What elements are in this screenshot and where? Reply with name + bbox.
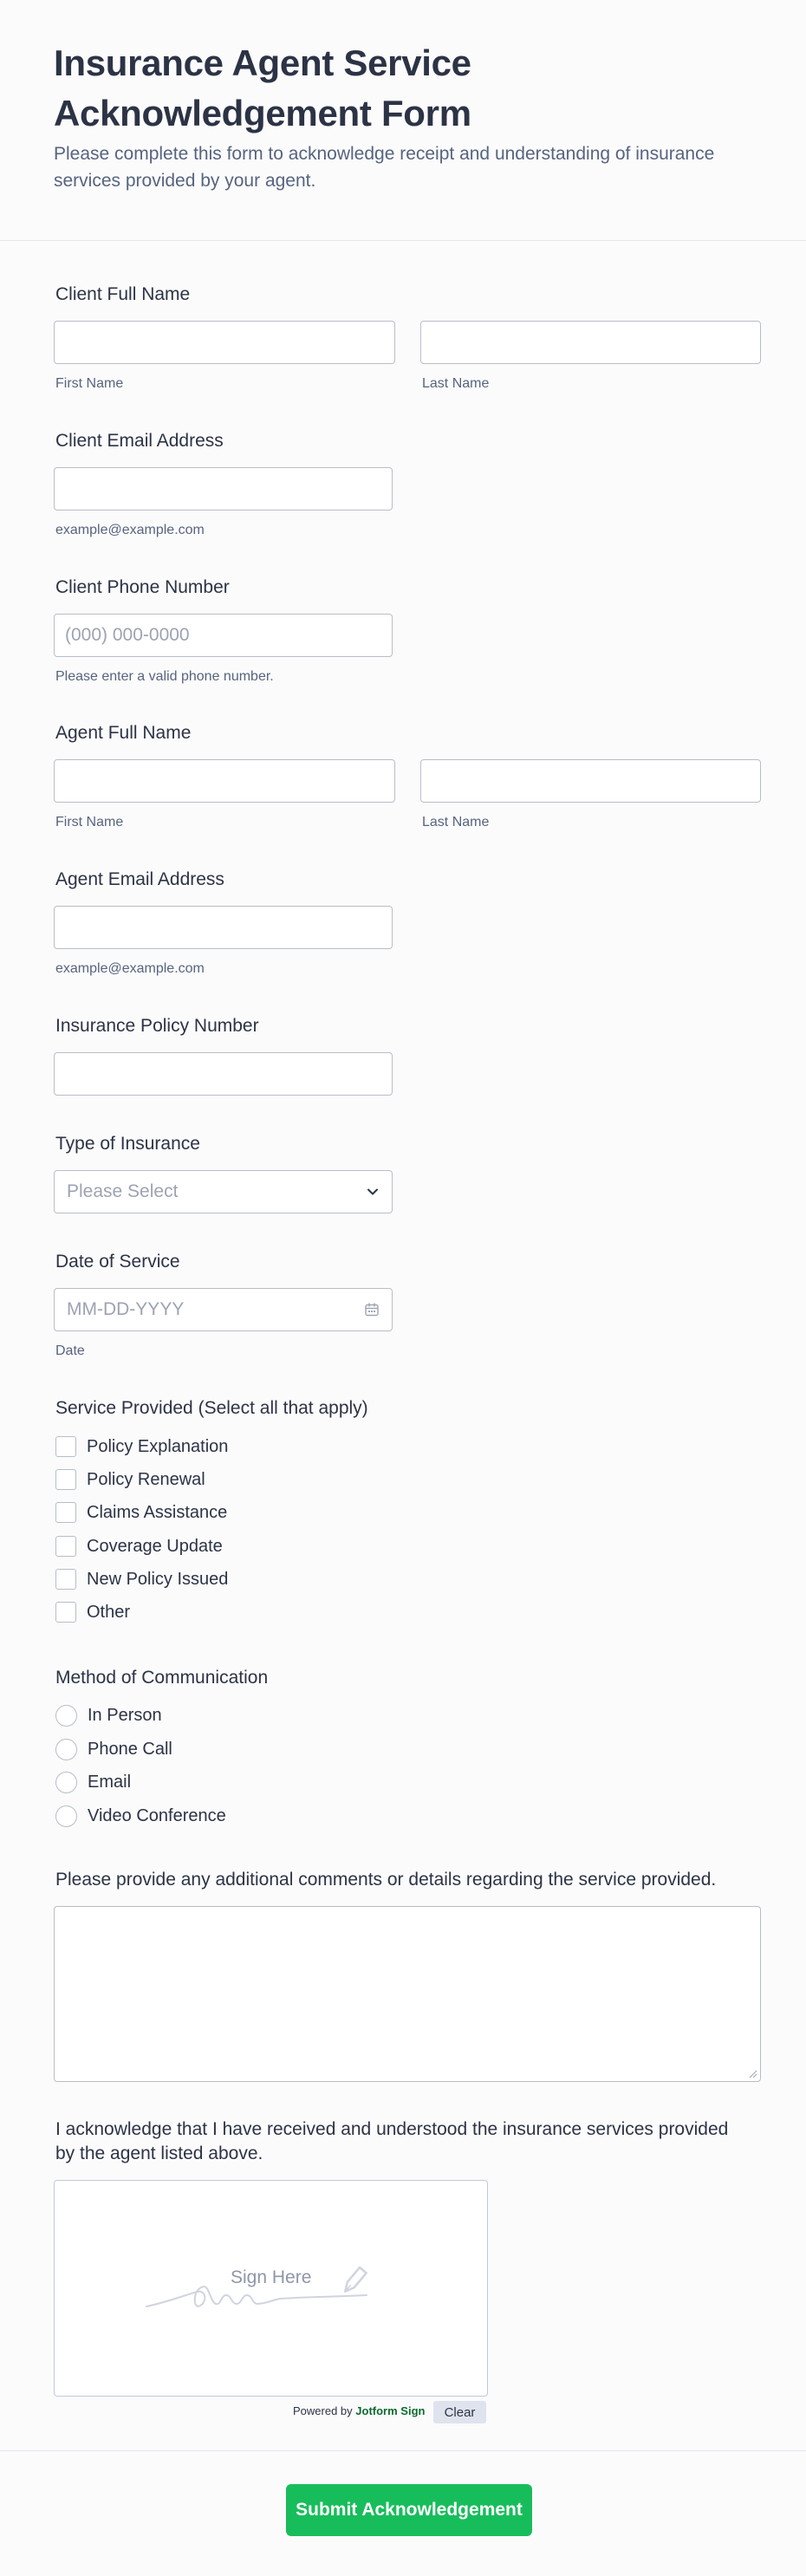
chevron-down-icon	[366, 1185, 380, 1199]
service-option-label: Coverage Update	[87, 1536, 223, 1556]
service-option-label: New Policy Issued	[87, 1569, 229, 1589]
checkbox[interactable]	[55, 1436, 76, 1457]
acknowledgement-label-line-2: by the agent listed above.	[55, 2143, 263, 2163]
service-option-policy-explanation[interactable]	[55, 1434, 228, 1459]
radio-button[interactable]	[55, 1772, 77, 1793]
agent-first-name-sublabel: First Name	[55, 815, 124, 829]
form-title	[54, 38, 756, 139]
communication-option-label: Phone Call	[88, 1739, 172, 1759]
service-date-label: Date of Service	[55, 1252, 180, 1272]
calendar-icon[interactable]	[364, 1302, 380, 1317]
checkbox[interactable]	[55, 1602, 76, 1623]
agent-email-input[interactable]	[54, 906, 393, 949]
service-option-policy-renewal[interactable]	[55, 1467, 205, 1492]
service-option-other[interactable]	[55, 1600, 130, 1624]
communication-option-phone-call[interactable]	[55, 1737, 172, 1761]
communication-option-video-conference[interactable]	[55, 1804, 226, 1828]
comments-label: Please provide any additional comments or details regarding the service provided.	[55, 1870, 717, 1890]
sign-here-placeholder: Sign Here	[231, 2267, 312, 2287]
policy-number-label: Insurance Policy Number	[55, 1016, 259, 1036]
radio-button[interactable]	[55, 1805, 77, 1827]
client-first-name-sublabel: First Name	[55, 376, 124, 391]
agent-last-name-sublabel: Last Name	[422, 815, 490, 829]
service-option-label: Other	[87, 1602, 131, 1622]
service-option-label: Claims Assistance	[87, 1502, 228, 1522]
communication-option-label: In Person	[88, 1705, 162, 1725]
checkbox[interactable]	[55, 1536, 76, 1557]
insurance-type-select[interactable]	[54, 1170, 393, 1213]
communication-option-in-person[interactable]	[55, 1703, 162, 1727]
agent-last-name-input[interactable]	[420, 759, 761, 803]
agent-email-sublabel: example@example.com	[55, 961, 205, 976]
acknowledgement-label	[55, 2117, 766, 2166]
client-email-sublabel: example@example.com	[55, 523, 205, 537]
powered-by-text	[293, 2404, 425, 2417]
client-first-name-input[interactable]	[54, 321, 395, 364]
service-date-placeholder: MM-DD-YYYY	[67, 1299, 185, 1319]
communication-label: Method of Communication	[55, 1668, 269, 1688]
header-divider	[0, 240, 806, 241]
acknowledgement-label-line-1: I acknowledge that I have received and understood the insurance services provided	[55, 2119, 729, 2139]
client-email-input[interactable]	[54, 467, 393, 511]
footer-divider	[0, 2450, 806, 2451]
form-title-line-1: Insurance Agent Service	[54, 42, 471, 83]
radio-button[interactable]	[55, 1739, 77, 1760]
service-option-new-policy-issued[interactable]	[55, 1567, 228, 1591]
signature-placeholder-illustration	[55, 2181, 489, 2397]
agent-name-label: Agent Full Name	[55, 723, 192, 743]
service-option-claims-assistance[interactable]	[55, 1500, 227, 1525]
client-phone-input[interactable]	[54, 614, 393, 657]
form-title-line-2: Acknowledgement Form	[54, 93, 471, 133]
communication-option-label: Email	[88, 1772, 132, 1792]
insurance-type-selected-value: Please Select	[67, 1181, 179, 1201]
service-option-coverage-update[interactable]	[55, 1534, 223, 1558]
resize-handle-icon[interactable]	[747, 2068, 757, 2078]
agent-email-label: Agent Email Address	[55, 869, 224, 889]
powered-by-label: Powered by	[293, 2404, 353, 2417]
form-header	[54, 38, 756, 194]
client-phone-label: Client Phone Number	[55, 577, 230, 597]
checkbox[interactable]	[55, 1569, 76, 1590]
service-date-input[interactable]	[54, 1288, 393, 1331]
client-email-label: Client Email Address	[55, 431, 224, 451]
jotform-sign-brand[interactable]: Jotform Sign	[355, 2404, 426, 2417]
checkbox[interactable]	[55, 1502, 76, 1523]
client-last-name-sublabel: Last Name	[422, 376, 490, 391]
radio-button[interactable]	[55, 1705, 77, 1727]
policy-number-input[interactable]	[54, 1052, 393, 1096]
communication-option-label: Video Conference	[88, 1805, 226, 1825]
client-phone-sublabel: Please enter a valid phone number.	[55, 669, 274, 684]
pen-icon	[341, 2267, 366, 2294]
service-date-sublabel: Date	[55, 1343, 85, 1358]
service-option-label: Policy Explanation	[87, 1436, 229, 1456]
communication-option-email[interactable]	[55, 1770, 131, 1794]
clear-signature-button[interactable]: Clear	[433, 2401, 486, 2423]
insurance-type-label: Type of Insurance	[55, 1134, 200, 1154]
signature-pad[interactable]	[54, 2180, 488, 2397]
services-label: Service Provided (Select all that apply)	[55, 1398, 368, 1418]
agent-first-name-input[interactable]	[54, 759, 395, 803]
form-subtitle: Please complete this form to acknowledge receipt and understanding of insurance services provided by your agent.	[54, 144, 715, 191]
client-name-label: Client Full Name	[55, 284, 191, 304]
client-last-name-input[interactable]	[420, 321, 761, 364]
service-option-label: Policy Renewal	[87, 1469, 205, 1489]
submit-button[interactable]: Submit Acknowledgement	[286, 2484, 532, 2536]
comments-textarea[interactable]	[54, 1906, 761, 2082]
checkbox[interactable]	[55, 1469, 76, 1490]
